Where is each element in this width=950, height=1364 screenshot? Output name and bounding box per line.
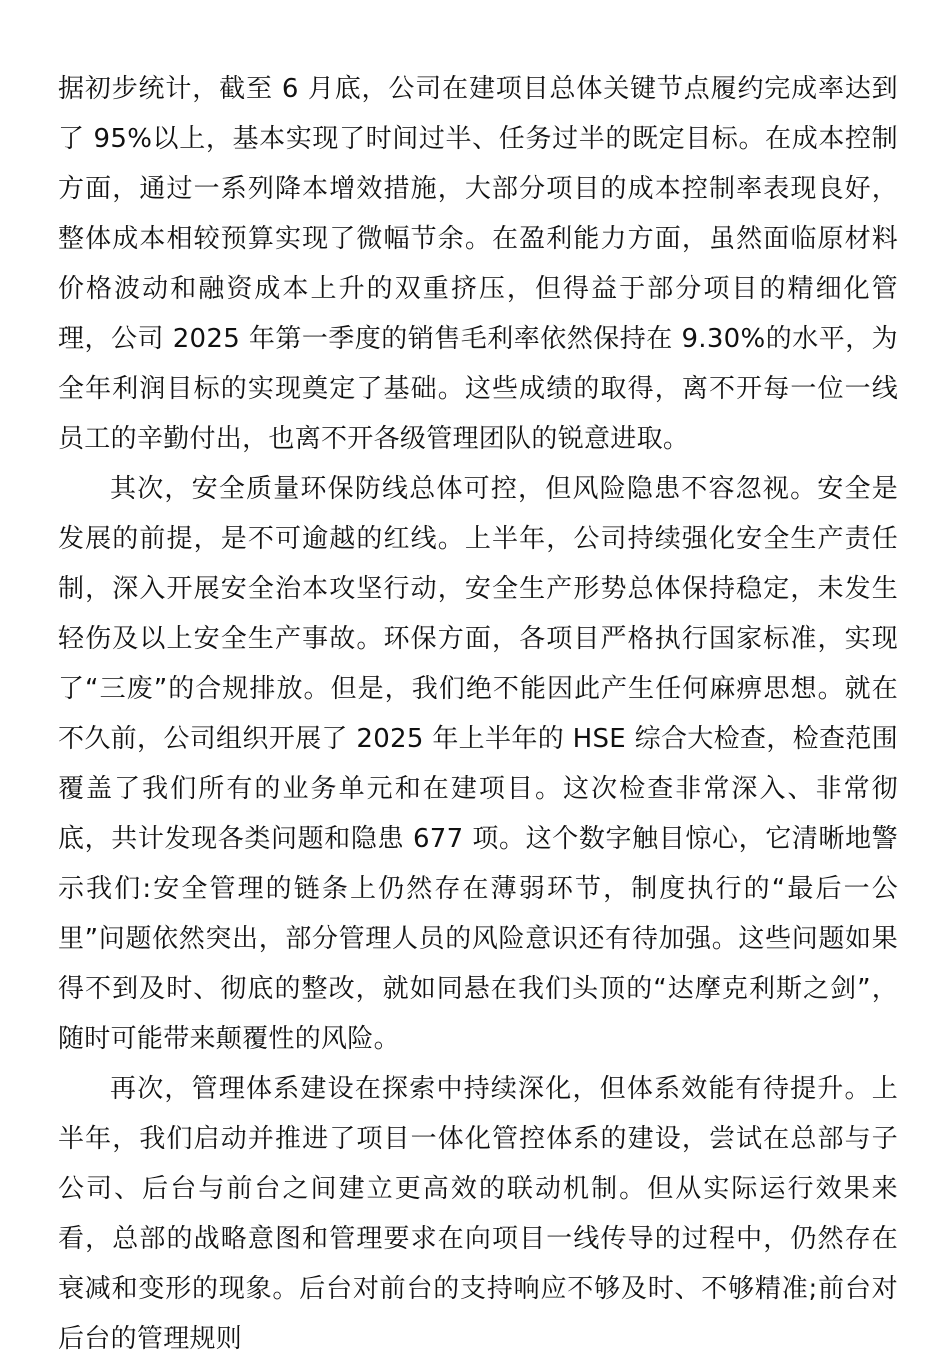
paragraph-safety-quality: 其次，安全质量环保防线总体可控，但风险隐患不容忽视。安全是发展的前提，是不可逾越的红线。上半年，公司持续强化安全生产责任制，深入开展安全治本攻坚行动，安全生产形势总体保持稳定，未发生轻伤及以上安全生产事故。环保方面，各项目严格执行国家标准，实现了“三废”的合规排放。但是，我们绝不能因此产生任何麻痹思想。就在不久前，公司组织开展了 2025 年上半年的 HSE 综合大检查，检查范围覆盖了我们所有的业务单元和在建项目。这次检查非常深入、非常彻底，共计发现各类问题和隐患 677 项。这个数字触目惊心，它清晰地警示我们:安全管理的链条上仍然存在薄弱环节，制度执行的“最后一公里”问题依然突出，部分管理人员的风险意识还有待加强。这些问题如果得不到及时、彻底的整改，就如同悬在我们头顶的“达摩克利斯之剑”，随时可能带来颠覆性的风险。: [58, 474, 898, 1054]
paragraph-management-system: 再次，管理体系建设在探索中持续深化，但体系效能有待提升。上半年，我们启动并推进了项目一体化管控体系的建设，尝试在总部与子公司、后台与前台之间建立更高效的联动机制。但从实际运行效果来看，总部的战略意图和管理要求在向项目一线传导的过程中，仍然存在衰减和变形的现象。后台对前台的支持响应不够及时、不够精准;前台对后台的管理规则: [58, 1074, 898, 1354]
document-page: [58, 64, 898, 1364]
paragraph-performance-summary: 据初步统计，截至 6 月底，公司在建项目总体关键节点履约完成率达到了 95%以上，基本实现了时间过半、任务过半的既定目标。在成本控制方面，通过一系列降本增效措施，大部分项目的成本控制率表现良好，整体成本相较预算实现了微幅节余。在盈利能力方面，虽然面临原材料价格波动和融资成本上升的双重挤压，但得益于部分项目的精细化管理，公司 2025 年第一季度的销售毛利率依然保持在 9.30%的水平，为全年利润目标的实现奠定了基础。这些成绩的取得，离不开每一位一线员工的辛勤付出，也离不开各级管理团队的锐意进取。: [58, 74, 898, 454]
